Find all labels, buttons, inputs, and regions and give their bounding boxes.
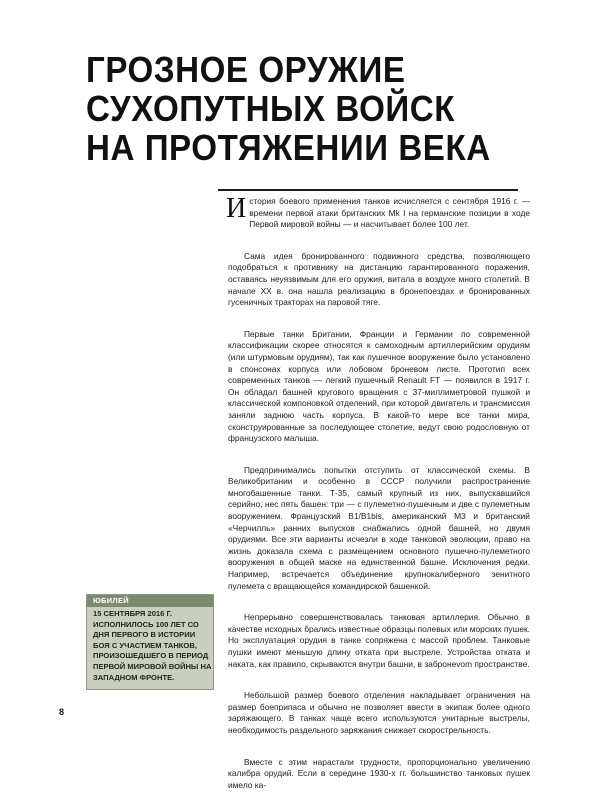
title-divider [218,189,518,191]
page-number: 8 [59,707,65,717]
paragraph-text: стория боевого применения танков исчисляется с сентября 1916 г. — времени первой атаки британских Mk I на германские позиции в ходе Первой мировой войны — и насчитывает более 100 лет. [249,196,530,230]
article-paragraph: Небольшой размер боевого отделения накладывает ограничения на размер боеприпаса и обычно не позволяет ввести в экипаж более одного заряжающего. В танках чаще всего используются унитарные выстрелы, необходимость раздельного заряжания снижает скорострельность. [228,690,530,735]
article-paragraph: Предпринимались попытки отступить от классической схемы. В Великобритании и особенно в СССР получили распространение многобашенные танки. Т-35, самый крупный из них, выпускавшийся серийно, нес пять башен: три — с пулеметно-пушечным и две с пулеметным вооружением. Французский B1/B1bis, американский M3 и британский «Черчилль» ранних выпусков снабжались одной башней, но двумя орудиями. Все эти варианты исчезли в ходе танковой эволюции, право на жизнь доказала схема с размещением основного пушечно-пулеметного вооружения в общей маске на единственной башне. Исключения редки. Например, встречается объединение крупнокалиберного зенитного пулемета с вращающейся командирской башенкой. [228,464,530,591]
article-paragraph: Первые танки Британии, Франции и Германии по современной классификации скорее относятся к самоходным артиллерийским орудиям (или штурмовым орудиям), так как пушечное вооружение было установлено в спонсонах корпуса или лобовом броневом листе. Прототип всех современных танков — легкий пушечный Renault FT — появился в 1917 г. Он обладал башней кругового вращения с 37-миллиметровой пушкой и классической компоновкой отделений, при которой двигатель и трансмиссия заняли заднюю часть корпуса. В какой-то мере все танки мира, сконструированные за последующее столетие, ведут свою родословную от французского малыша. [228,328,530,444]
sidebar-header [87,595,213,607]
title-line: СУХОПУТНЫХ ВОЙСК [86,88,455,129]
article-paragraph [226,193,530,231]
sidebar-text: 15 СЕНТЯБРЯ 2016 Г. ИСПОЛНИЛОСЬ 100 ЛЕТ СО ДНЯ ПЕРВОГО В ИСТОРИИ БОЯ С УЧАСТИЕМ ТАНКОВ, ПРОИЗОШЕДШЕГО В ПЕРИОД ПЕРВОЙ МИРОВОЙ ВОЙНЫ НА ЗАПАДНОМ ФРОНТЕ. [93,609,212,682]
page-title [86,50,518,167]
drop-cap: И [226,193,247,224]
article-paragraph: Вместе с этим нарастали трудности, пропорционально увеличению калибра орудий. Если в середине 1930-х гг. большинство танковых пушек имело ка- [228,756,530,790]
title-line: ГРОЗНОЕ ОРУЖИЕ [86,49,406,90]
anniversary-sidebar [86,594,214,690]
title-line: НА ПРОТЯЖЕНИИ ВЕКА [86,127,491,168]
article-paragraph: Сама идея бронированного подвижного средства, позволяющего подобраться к противнику на дистанцию гарантированного поражения, оставаясь неуязвимым для его оружия, витала в воздухе много столетий. В начале XX в. она нашла реализацию в бронепоездах и бронированных гусеничных тракторах на паровой тяге. [228,250,530,308]
article-body [226,193,530,811]
article-paragraph: Непрерывно совершенствовалась танковая артиллерия. Обычно в качестве исходных брались известные образцы полевых или морских пушек. Но эксплуатация орудия в танке сопряжена с массой проблем. Танковые пушки имеют меньшую длину отката при выстреле. Устройства отката и наката, как правило, скрываются внутри башни, в забронevom пространстве. [228,612,530,669]
sidebar-label: ЮБИЛЕЙ [93,596,129,605]
